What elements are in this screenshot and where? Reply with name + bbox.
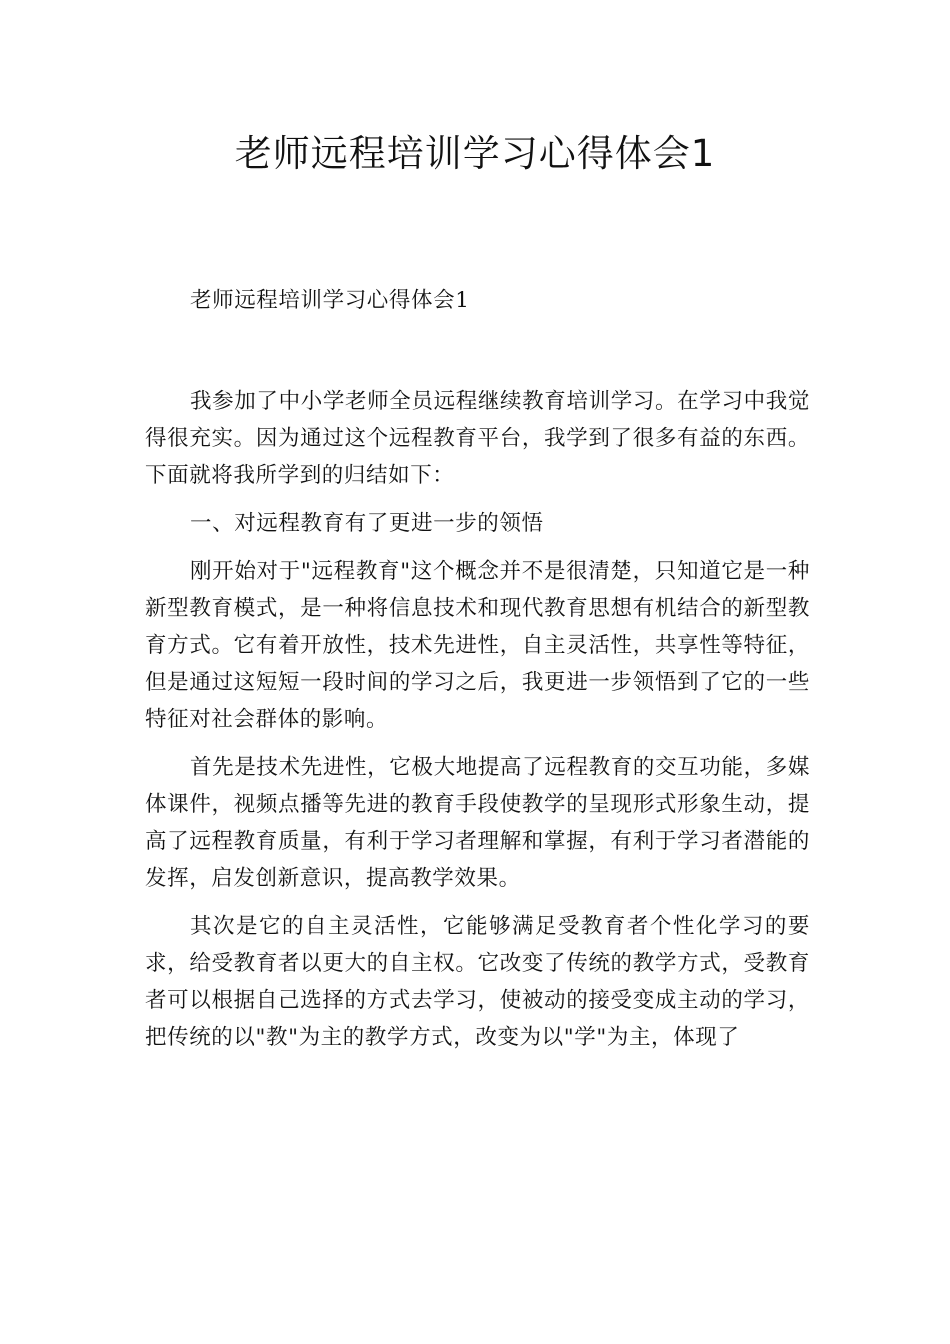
document-title: 老师远程培训学习心得体会1	[234, 132, 716, 175]
paragraph-intro: 我参加了中小学老师全员远程继续教育培训学习。在学习中我觉得很充实。因为通过这个远程教育平台，我学到了很多有益的东西。下面就将我所学到的归结如下：	[145, 389, 810, 488]
document-body	[145, 383, 810, 1067]
section-heading: 一、对远程教育有了更进一步的领悟	[190, 511, 544, 536]
paragraph-autonomy: 其次是它的自主灵活性，它能够满足受教育者个性化学习的要求，给受教育者以更大的自主权。它改变了传统的教学方式，受教育者可以根据自己选择的方式去学习，使被动的接受变成主动的学习，把传统的以"教"为主的教学方式，改变为以"学"为主，体现了	[145, 914, 810, 1050]
paragraph-remote-education: 刚开始对于"远程教育"这个概念并不是很清楚，只知道它是一种新型教育模式，是一种将信息技术和现代教育思想有机结合的新型教育方式。它有着开放性，技术先进性，自主灵活性，共享性等特征，但是通过这短短一段时间的学习之后，我更进一步领悟到了它的一些特征对社会群体的影响。	[145, 559, 810, 732]
paragraph-technology: 首先是技术先进性，它极大地提高了远程教育的交互功能，多媒体课件，视频点播等先进的教育手段使教学的呈现形式形象生动，提高了远程教育质量，有利于学习者理解和掌握，有利于学习者潜能的发挥，启发创新意识，提高教学效果。	[145, 755, 810, 891]
document-subtitle: 老师远程培训学习心得体会1	[190, 288, 470, 313]
